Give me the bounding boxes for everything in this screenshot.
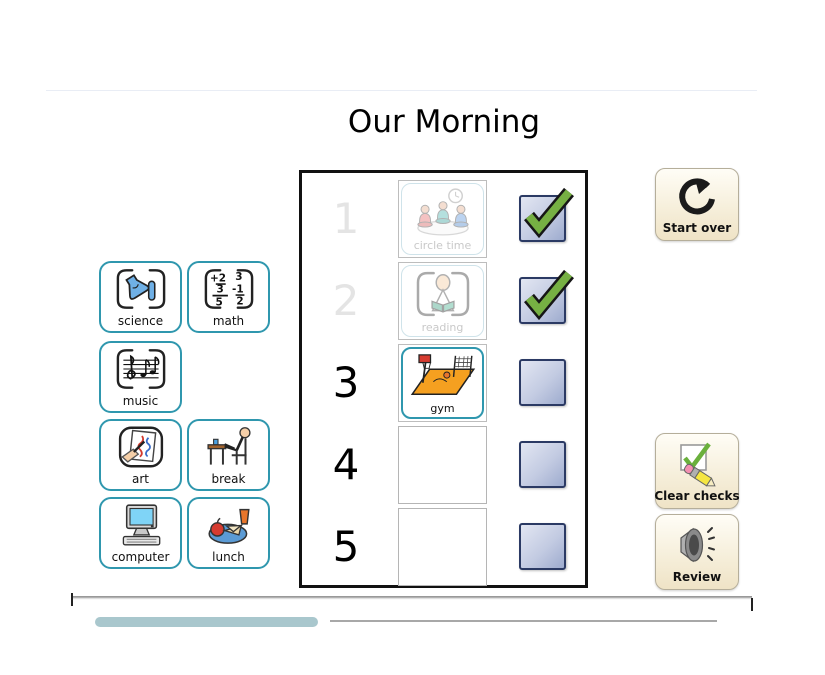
page-title: Our Morning	[347, 104, 541, 140]
activity-card-science[interactable]	[99, 261, 182, 333]
activity-card-art[interactable]	[99, 419, 182, 491]
activity-card-math[interactable]	[187, 261, 270, 333]
review-button[interactable]	[655, 514, 739, 590]
slot-card-empty[interactable]	[398, 508, 487, 586]
svg-text:-1: -1	[231, 283, 244, 296]
activity-label: computer	[111, 550, 170, 564]
slot-number: 2	[332, 276, 360, 325]
check-icon	[517, 184, 577, 242]
math-icon	[189, 263, 268, 315]
slot-number: 3	[332, 358, 360, 407]
activity-card-computer[interactable]	[99, 497, 182, 569]
schedule-slot-5	[302, 508, 585, 586]
review-label: Review	[672, 570, 722, 584]
top-divider-line	[46, 90, 757, 91]
activity-card-lunch[interactable]	[187, 497, 270, 569]
activity-label: art	[132, 472, 149, 486]
clear-checks-button[interactable]	[655, 433, 739, 509]
clear-checks-label: Clear checks	[654, 489, 740, 503]
activity-label: lunch	[212, 550, 245, 564]
activity-label: music	[122, 394, 159, 408]
science-icon	[101, 263, 180, 315]
checkbox-slot-3-unchecked[interactable]	[519, 359, 566, 406]
slot-label: reading	[421, 321, 464, 334]
start-over-icon	[675, 174, 719, 221]
svg-text:5: 5	[214, 296, 223, 309]
slot-card-gym[interactable]	[398, 344, 487, 422]
svg-text:+2: +2	[209, 272, 226, 285]
schedule-slot-3	[302, 344, 585, 422]
schedule-slot-1	[302, 180, 585, 258]
divider-left-tick	[71, 593, 73, 606]
activity-card-break[interactable]	[187, 419, 270, 491]
checkbox-slot-4-unchecked[interactable]	[519, 441, 566, 488]
activity-label: science	[117, 314, 164, 328]
lunch-icon	[189, 499, 268, 551]
slot-number: 4	[332, 440, 360, 489]
slot-card-reading[interactable]	[398, 262, 487, 340]
schedule-panel	[299, 170, 588, 588]
slot-number: 5	[332, 522, 360, 571]
art-icon	[101, 421, 180, 473]
start-over-label: Start over	[662, 221, 732, 235]
circle-time-icon	[402, 184, 483, 240]
activity-card-music[interactable]	[99, 341, 182, 413]
slot-card-empty[interactable]	[398, 426, 487, 504]
slot-label: gym	[430, 402, 455, 415]
slot-label: circle time	[413, 239, 472, 252]
slot-card-circle-time[interactable]	[398, 180, 487, 258]
svg-text:3: 3	[216, 283, 224, 296]
secondary-line	[330, 620, 717, 622]
reading-icon	[402, 266, 483, 322]
schedule-slot-2	[302, 262, 585, 340]
activity-label: math	[212, 314, 245, 328]
activity-label: break	[211, 472, 246, 486]
computer-icon	[101, 499, 180, 551]
schedule-slot-4	[302, 426, 585, 504]
bottom-divider-line	[72, 596, 752, 598]
music-icon	[101, 343, 180, 395]
checkbox-slot-2-checked[interactable]	[519, 277, 566, 324]
checkbox-slot-1-checked[interactable]	[519, 195, 566, 242]
svg-text:3: 3	[234, 271, 243, 284]
break-icon	[189, 421, 268, 473]
checkbox-slot-5-unchecked[interactable]	[519, 523, 566, 570]
accent-bar	[95, 617, 318, 627]
review-speaker-icon	[671, 520, 723, 570]
gym-icon	[403, 349, 482, 403]
check-icon	[517, 266, 577, 324]
divider-right-tick	[751, 598, 753, 611]
start-over-button[interactable]	[655, 168, 739, 241]
svg-text:2: 2	[235, 295, 244, 308]
clear-checks-icon	[671, 439, 723, 489]
slot-number: 1	[332, 194, 360, 243]
